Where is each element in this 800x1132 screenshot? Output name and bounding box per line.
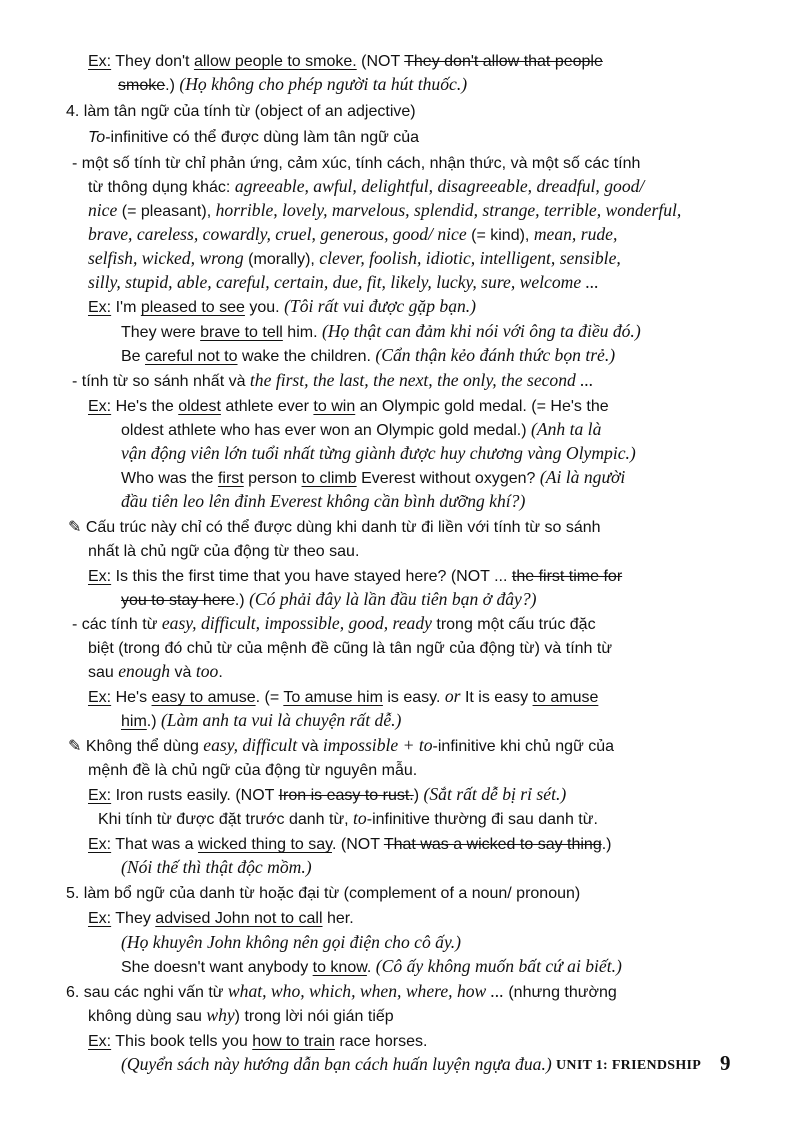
italic-text: to [353, 808, 367, 828]
text-line [121, 587, 537, 613]
text-line [88, 294, 476, 320]
text-line [88, 174, 644, 200]
text-line [88, 635, 612, 661]
text-segment: Be [121, 348, 146, 365]
italic-text: brave, careless, cowardly, cruel, generous, good/ nice [88, 224, 467, 244]
italic-text: (Họ khuyên John không nên gọi điện cho cô ấy.) [121, 932, 462, 952]
text-segment: Who was the [121, 470, 218, 487]
text-segment: . (= [255, 689, 284, 706]
text-line [121, 954, 622, 980]
example-label: Ex: [88, 53, 112, 70]
text-line [88, 1028, 427, 1054]
italic-text: silly, stupid, able, careful, certain, due, fit, likely, lucky, sure, welcome ... [88, 272, 599, 292]
text-segment: person [243, 470, 302, 487]
text-line [88, 1003, 394, 1029]
text-line [72, 368, 593, 394]
italic-text: easy, difficult, impossible, good, ready [161, 613, 432, 633]
text-line [121, 465, 625, 491]
text-line [66, 979, 617, 1005]
text-line [88, 831, 612, 857]
text-line [72, 150, 640, 176]
italic-text: easy, difficult [203, 735, 298, 755]
text-segment: (= pleasant), [117, 203, 216, 220]
text-line [72, 611, 596, 637]
italic-text: vận động viên lớn tuổi nhất từng giành được huy chương vàng Olympic.) [121, 443, 636, 463]
example-label: Ex: [88, 787, 112, 804]
italic-text: mean, rude, [533, 224, 618, 244]
text-line [68, 514, 601, 540]
text-segment: Iron rusts easily. (NOT [111, 787, 279, 804]
text-segment: sau [88, 664, 119, 681]
text-segment: easy to amuse [151, 689, 256, 706]
italic-text: impossible + to [322, 735, 433, 755]
text-segment: allow people to smoke. [193, 53, 357, 70]
struck-text: you to stay here [121, 592, 235, 609]
text-segment: - tính từ so sánh nhất và [72, 373, 250, 390]
italic-text: horrible, lovely, marvelous, splendid, strange, terrible, wonderful, [215, 200, 682, 220]
text-line [121, 855, 312, 879]
text-segment: Khi tính từ được đặt trước danh từ, [98, 811, 354, 828]
text-segment: careful not to [145, 348, 238, 365]
example-label: Ex: [88, 568, 112, 585]
text-line [121, 343, 615, 369]
text-segment: She doesn't want anybody [121, 959, 313, 976]
italic-text: (Nói thế thì thật độc mồm.) [121, 857, 312, 877]
italic-text: To [88, 129, 106, 146]
text-segment: to win [313, 398, 356, 415]
text-line [66, 880, 580, 906]
text-line [68, 733, 614, 759]
text-line [98, 806, 598, 832]
example-label: Ex: [88, 1033, 112, 1050]
text-segment: 4. làm tân ngữ của tính từ (object of an adjective) [66, 103, 416, 120]
text-line [88, 538, 359, 564]
text-segment: 5. làm bổ ngữ của danh từ hoặc đại từ (complement of a noun/ pronoun) [66, 885, 581, 902]
text-segment: . (NOT [331, 836, 384, 853]
text-segment: -infinitive có thể được dùng làm tân ngữ của [105, 129, 420, 146]
text-segment: mệnh đề là chủ ngữ của động từ nguyên mẫu. [88, 762, 418, 779]
text-line [121, 708, 401, 734]
example-label: Ex: [88, 910, 112, 927]
text-segment: I'm [111, 299, 141, 316]
italic-text: why [206, 1005, 235, 1025]
text-line [121, 1052, 552, 1076]
text-segment: how to train [252, 1033, 335, 1050]
italic-text: (Quyển sách này hướng dẫn bạn cách huấn luyện ngựa đua.) [121, 1054, 552, 1074]
struck-text: Iron is easy to rust. [278, 787, 414, 804]
text-segment: ) trong lời nói gián tiếp [234, 1008, 394, 1025]
text-line [88, 222, 617, 248]
italic-text: (Cô ấy không muốn bất cứ ai biết.) [375, 956, 622, 976]
text-segment: oldest [178, 398, 221, 415]
text-line [88, 124, 419, 150]
text-segment: - các tính từ [72, 616, 162, 633]
text-line [88, 246, 621, 272]
text-segment: .) [165, 77, 180, 94]
italic-text: enough [118, 661, 171, 681]
text-line [88, 270, 599, 294]
text-segment: trong một cấu trúc đặc [431, 616, 596, 633]
text-line [88, 563, 622, 589]
struck-text: That was a wicked to say thing [383, 836, 602, 853]
text-segment: và [297, 738, 323, 755]
text-line [118, 72, 467, 98]
text-segment: ✎ Cấu trúc này chỉ có thể được dùng khi danh từ đi liền với tính từ so sánh [68, 519, 601, 536]
text-segment: first [217, 470, 244, 487]
text-segment: (morally), [243, 251, 320, 268]
text-segment: -infinitive khi chủ ngữ của [432, 738, 615, 755]
text-segment: - một số tính từ chỉ phản ứng, cảm xúc, tính cách, nhận thức, và một số các tính [72, 155, 641, 172]
italic-text: (Có phải đây là lần đầu tiên bạn ở đây?) [249, 589, 537, 609]
text-line [88, 782, 566, 808]
text-line [88, 659, 223, 685]
text-segment: không dùng sau [88, 1008, 207, 1025]
text-line [88, 905, 354, 931]
italic-text: (Làm anh ta vui là chuyện rất dễ.) [161, 710, 402, 730]
text-line [121, 417, 601, 443]
text-segment: và [170, 664, 196, 681]
text-segment: 6. sau các nghi vấn từ [66, 984, 228, 1001]
text-line [121, 489, 525, 513]
text-segment: him [121, 713, 147, 730]
example-label: Ex: [88, 398, 112, 415]
text-segment: (nhưng thường [503, 984, 617, 1001]
text-segment: It is easy [460, 689, 533, 706]
italic-text: selfish, wicked, wrong [88, 248, 244, 268]
text-segment: This book tells you [111, 1033, 253, 1050]
text-line [88, 757, 417, 783]
text-segment: ) [413, 787, 424, 804]
text-segment: an Olympic gold medal. (= He's the [355, 398, 609, 415]
text-line [66, 98, 416, 124]
text-segment: you. [244, 299, 285, 316]
italic-text: (Cẩn thận kẻo đánh thức bọn trẻ.) [375, 345, 616, 365]
text-segment: They don't [111, 53, 194, 70]
struck-text: the first time for [511, 568, 623, 585]
text-segment: . [366, 959, 376, 976]
italic-text: nice [88, 200, 118, 220]
text-line [88, 393, 609, 419]
text-segment: oldest athlete who has ever won an Olympic gold medal.) [121, 422, 531, 439]
italic-text: (Tôi rất vui được gặp bạn.) [284, 296, 477, 316]
text-line [121, 930, 461, 954]
text-segment: to amuse [532, 689, 599, 706]
example-label: Ex: [88, 689, 112, 706]
text-segment: advised John not to call [155, 910, 323, 927]
text-segment: race horses. [334, 1033, 428, 1050]
italic-text: agreeable, awful, delightful, disagreeable, dreadful, good/ [234, 176, 645, 196]
example-label: Ex: [88, 299, 112, 316]
italic-text: or [444, 686, 461, 706]
text-segment: .) [601, 836, 612, 853]
struck-text: They don't allow that people [404, 53, 603, 70]
example-label: Ex: [88, 836, 112, 853]
text-line [121, 319, 641, 345]
text-segment: nhất là chủ ngữ của động từ theo sau. [88, 543, 360, 560]
text-segment: Everest without oxygen? [356, 470, 540, 487]
text-segment: her. [322, 910, 354, 927]
text-line [88, 684, 598, 710]
text-line [121, 441, 636, 465]
italic-text: (Họ không cho phép người ta hút thuốc.) [179, 74, 468, 94]
text-segment: Is this the first time that you have stayed here? (NOT ... [111, 568, 512, 585]
text-segment: biệt (trong đó chủ từ của mệnh đề cũng là tân ngữ của động từ) và tính từ [88, 640, 613, 657]
italic-text: clever, foolish, idiotic, intelligent, sensible, [319, 248, 621, 268]
text-segment: They were [121, 324, 201, 341]
text-segment: pleased to see [140, 299, 245, 316]
text-segment: .) [146, 713, 161, 730]
text-segment: athlete ever [220, 398, 314, 415]
text-segment: ✎ Không thể dùng [68, 738, 204, 755]
italic-text: (Họ thật can đảm khi nói với ông ta điều đó.) [321, 321, 641, 341]
text-segment: To amuse him [283, 689, 383, 706]
italic-text: the first, the last, the next, the only, the second ... [249, 370, 594, 390]
italic-text: đầu tiên leo lên đỉnh Everest không cần bình dưỡng khí?) [121, 491, 526, 511]
italic-text: (Ai là người [539, 467, 626, 487]
text-segment: .) [234, 592, 250, 609]
text-segment: He's the [111, 398, 179, 415]
text-segment: is easy. [382, 689, 445, 706]
running-footer-unit: UNIT 1: FRIENDSHIP [556, 1058, 702, 1073]
page-number: 9 [720, 1051, 731, 1075]
text-line [88, 198, 681, 224]
text-segment: to know [312, 959, 367, 976]
text-segment: to climb [301, 470, 357, 487]
text-segment: him. [282, 324, 322, 341]
text-segment: -infinitive thường đi sau danh từ. [366, 811, 598, 828]
italic-text: (Anh ta là [531, 419, 602, 439]
italic-text: (Sắt rất dễ bị rỉ sét.) [423, 784, 567, 804]
text-line [88, 48, 603, 74]
text-segment: (NOT [356, 53, 405, 70]
text-segment: wicked thing to say [197, 836, 332, 853]
text-segment: They [111, 910, 156, 927]
text-segment: từ thông dụng khác: [88, 179, 235, 196]
text-segment: wake the children. [237, 348, 376, 365]
text-segment: (= kind), [466, 227, 534, 244]
text-segment: brave to tell [200, 324, 283, 341]
struck-text: smoke [118, 77, 166, 94]
text-segment: . [218, 664, 223, 681]
italic-text: what, who, which, when, where, how ... [227, 981, 504, 1001]
text-segment: He's [111, 689, 152, 706]
italic-text: too [195, 661, 219, 681]
text-segment: That was a [111, 836, 198, 853]
